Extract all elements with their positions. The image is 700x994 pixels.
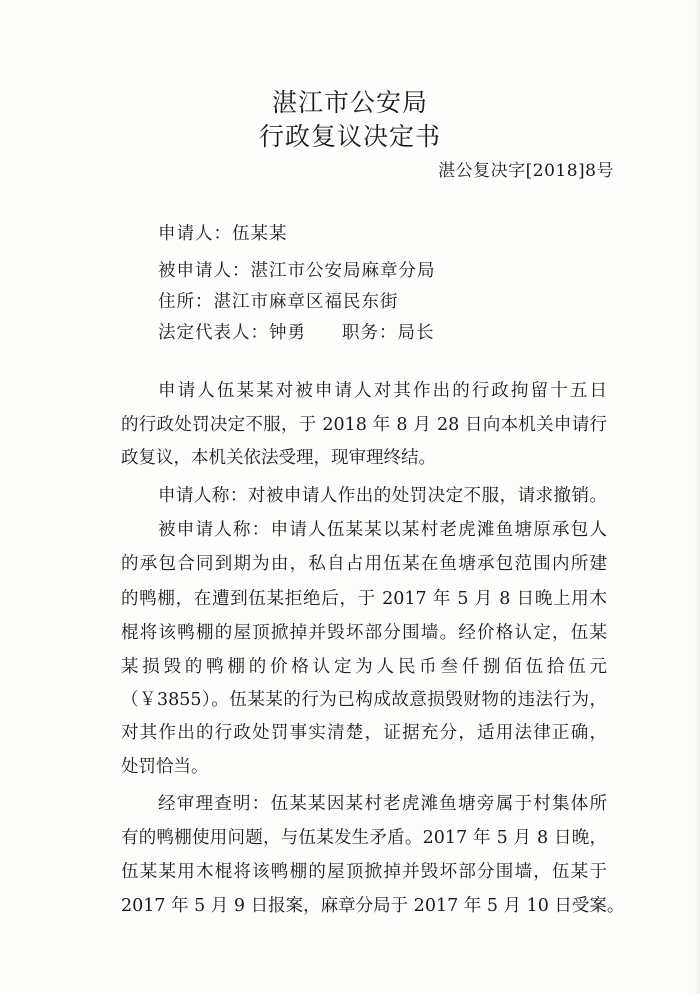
body-line: 经审理查明：伍某某因某村老虎滩鱼塘旁属于村集体所 [158, 794, 607, 814]
body-line: 的行政处罚决定不服，于 2018 年 8 月 28 日向本机关申请行 [121, 415, 607, 435]
body-line: 2017 年 5 月 9 日报案，麻章分局于 2017 年 5 月 10 日受案。 [121, 896, 625, 916]
legal-representative-line [158, 319, 435, 344]
legal-representative: 法定代表人：钟勇 [158, 323, 306, 343]
body-line: 对其作出的行政处罚事实清楚，证据充分，适用法律正确， [121, 723, 607, 743]
body-line: 的承包合同到期为由，私自占用伍某在鱼塘承包范围内所建 [121, 554, 607, 574]
body-line: 某损毁的鸭棚的价格认定为人民币叁仟捌佰伍拾伍元 [121, 657, 607, 677]
applicant-line: 申请人：伍某某 [158, 224, 288, 244]
body-line: 有的鸭棚使用问题，与伍某发生矛盾。2017 年 5 月 8 日晚， [121, 828, 607, 848]
document-number: 湛公复决字[2018]8号 [438, 161, 614, 181]
position: 职务：局长 [342, 323, 435, 343]
body-line: 申请人称：对被申请人作出的处罚决定不服，请求撤销。 [158, 486, 607, 506]
address-line: 住所：湛江市麻章区福民东街 [158, 292, 399, 312]
document-agency-title: 湛江市公安局 [271, 88, 428, 117]
document-type-title: 行政复议决定书 [258, 122, 441, 151]
body-line: （￥3855）。伍某某的行为已构成故意损毁财物的违法行为， [121, 690, 607, 710]
respondent-line: 被申请人：湛江市公安局麻章分局 [158, 261, 436, 281]
body-line: 的鸭棚，在遭到伍某拒绝后，于 2017 年 5 月 8 日晚上用木 [121, 589, 607, 609]
body-line: 伍某某用木棍将该鸭棚的屋顶掀掉并毁坏部分围墙，伍某于 [121, 862, 607, 882]
body-line: 棍将该鸭棚的屋顶掀掉并毁坏部分围墙。经价格认定，伍某 [121, 623, 607, 643]
body-line: 政复议，本机关依法受理，现审理终结。 [121, 448, 436, 468]
body-line: 处罚恰当。 [121, 757, 209, 777]
body-line: 申请人伍某某对被申请人对其作出的行政拘留十五日 [158, 381, 607, 401]
body-line: 被申请人称：申请人伍某某以某村老虎滩鱼塘原承包人 [158, 520, 607, 540]
